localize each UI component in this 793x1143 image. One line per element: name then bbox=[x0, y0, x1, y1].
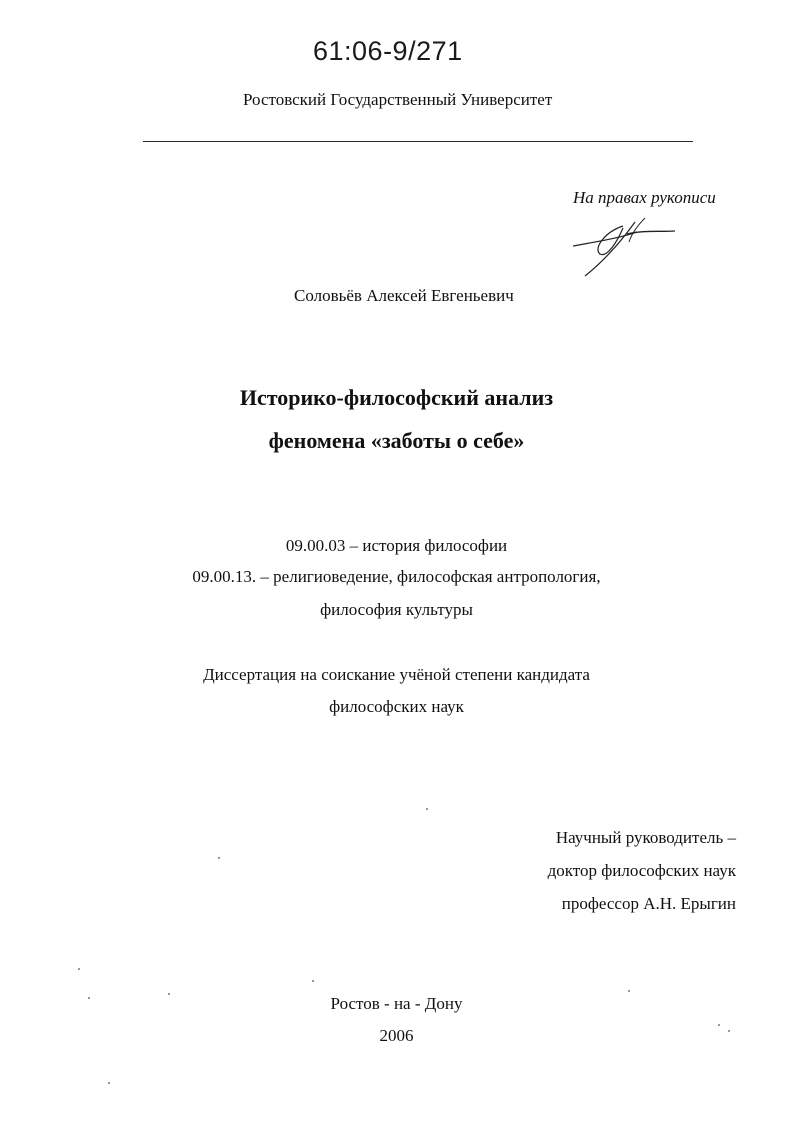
scan-speck bbox=[88, 997, 90, 999]
scan-speck bbox=[78, 968, 80, 970]
catalog-number: 61:06-9/271 bbox=[313, 36, 463, 66]
scan-speck bbox=[168, 993, 170, 995]
degree-line-1: Диссертация на соискание учёной степени кандидата bbox=[203, 665, 590, 684]
year: 2006 bbox=[379, 1026, 414, 1045]
supervisor-line-2: доктор философских наук bbox=[547, 861, 736, 880]
header-divider bbox=[143, 141, 693, 142]
manuscript-note: На правах рукописи bbox=[573, 188, 716, 207]
supervisor-line-3: профессор А.Н. Ерыгин bbox=[561, 894, 736, 913]
specialty-line-2: 09.00.13. – религиоведение, философская антропология, bbox=[192, 567, 601, 586]
scan-speck bbox=[218, 857, 220, 859]
scan-speck bbox=[718, 1024, 720, 1026]
scan-speck bbox=[628, 990, 630, 992]
degree-line-2: философских наук bbox=[329, 697, 464, 716]
university-name: Ростовский Государственный Университет bbox=[243, 90, 553, 109]
dissertation-title-line-2: феномена «заботы о себе» bbox=[268, 428, 525, 453]
specialty-line-3: философия культуры bbox=[320, 600, 473, 619]
scan-speck bbox=[728, 1030, 730, 1032]
city: Ростов - на - Дону bbox=[330, 994, 463, 1013]
scan-speck bbox=[312, 980, 314, 982]
dissertation-title-line-1: Историко-философский анализ bbox=[239, 385, 554, 410]
specialty-line-1: 09.00.03 – история философии bbox=[285, 536, 508, 555]
scan-speck bbox=[426, 808, 428, 810]
author-name: Соловьёв Алексей Евгеньевич bbox=[294, 286, 514, 305]
supervisor-line-1: Научный руководитель – bbox=[555, 828, 736, 847]
signature bbox=[565, 198, 685, 278]
scan-speck bbox=[108, 1082, 110, 1084]
